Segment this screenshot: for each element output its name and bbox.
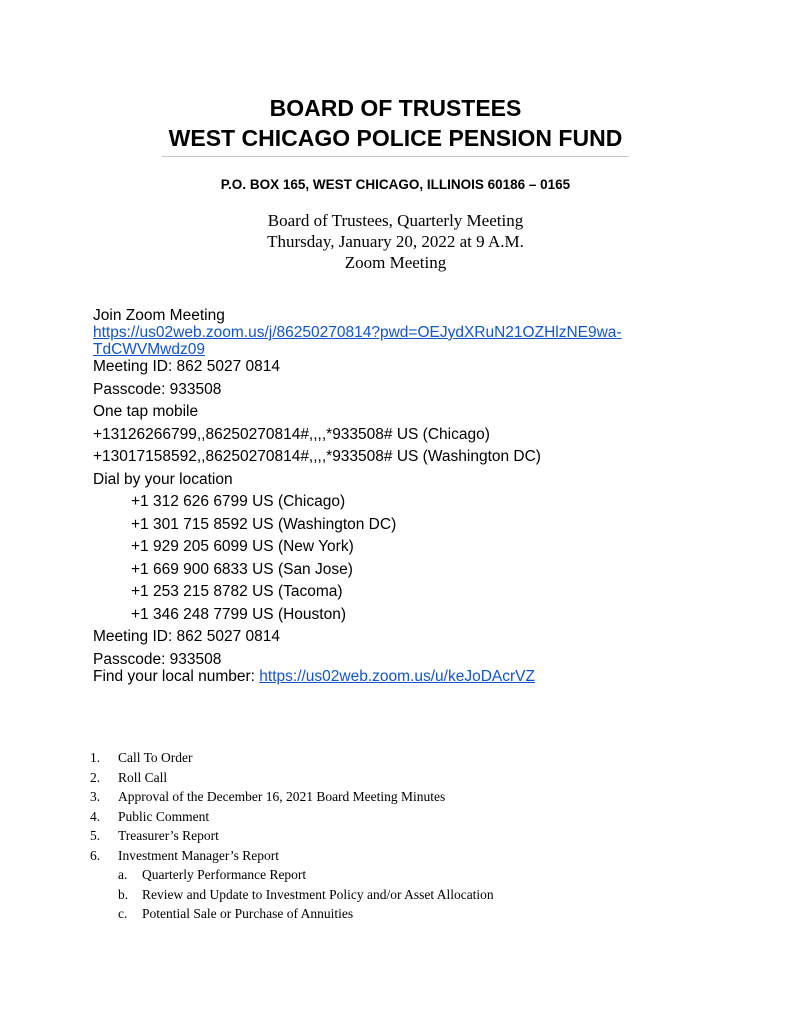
dial-houston: +1 346 248 7799 US (Houston) — [131, 605, 346, 623]
join-link[interactable] — [93, 324, 713, 358]
join-link-line1[interactable]: https://us02web.zoom.us/j/86250270814?pwd=OEJydXRuN21OZHlzNE9wa- — [93, 324, 622, 341]
agenda-item — [90, 787, 690, 807]
agenda-subitem — [90, 885, 690, 905]
zoom-details — [93, 307, 713, 685]
dial-san-jose: +1 669 900 6833 US (San Jose) — [131, 560, 353, 578]
agenda-number: 2. — [90, 769, 101, 785]
dial-chicago: +1 312 626 6799 US (Chicago) — [131, 493, 346, 510]
agenda-item — [90, 846, 690, 866]
join-link-line2[interactable]: TdCWVMwdz09 — [93, 341, 205, 358]
agenda-subtext: Review and Update to Investment Policy and/or Asset Allocation — [142, 886, 494, 902]
meeting-format: Zoom Meeting — [344, 253, 447, 272]
agenda-letter: b. — [118, 886, 129, 902]
passcode: Passcode: 933508 — [93, 380, 222, 398]
agenda-letter: c. — [118, 906, 128, 921]
agenda-text: Public Comment — [118, 808, 210, 824]
agenda-text: Approval of the December 16, 2021 Board Meeting Minutes — [118, 789, 446, 804]
agenda-subtext: Potential Sale or Purchase of Annuities — [142, 906, 354, 921]
address-line: P.O. BOX 165, WEST CHICAGO, ILLINOIS 60186 – 0165 — [220, 177, 571, 192]
join-label: Join Zoom Meeting — [93, 307, 225, 324]
one-tap-washington: +13017158592,,86250270814#,,,,*933508# US (Washington DC) — [93, 448, 541, 465]
agenda-letter: a. — [118, 867, 128, 882]
passcode-repeat: Passcode: 933508 — [93, 650, 222, 668]
agenda-number: 6. — [90, 847, 101, 863]
meeting-date: Thursday, January 20, 2022 at 9 A.M. — [267, 232, 524, 251]
one-tap-label: One tap mobile — [93, 403, 199, 420]
dial-label: Dial by your location — [93, 470, 233, 488]
agenda-number: 3. — [90, 789, 101, 804]
agenda-number: 4. — [90, 808, 101, 824]
meeting-id: Meeting ID: 862 5027 0814 — [93, 358, 280, 375]
agenda-item — [90, 748, 690, 768]
dial-tacoma: +1 253 215 8782 US (Tacoma) — [131, 583, 343, 600]
agenda-number: 1. — [90, 750, 101, 765]
agenda-subitem — [90, 904, 690, 924]
dial-new-york: +1 929 205 6099 US (New York) — [131, 538, 354, 555]
agenda-text: Roll Call — [118, 769, 168, 785]
meeting-id-repeat: Meeting ID: 862 5027 0814 — [93, 628, 280, 645]
agenda-number: 5. — [90, 828, 101, 843]
fund-title: WEST CHICAGO POLICE PENSION FUND — [168, 125, 623, 151]
agenda-subtext: Quarterly Performance Report — [142, 867, 307, 882]
agenda-subitem — [90, 865, 690, 885]
meeting-type: Board of Trustees, Quarterly Meeting — [267, 211, 524, 230]
find-local-line — [93, 668, 713, 685]
dial-washington: +1 301 715 8592 US (Washington DC) — [131, 515, 397, 533]
find-local-link[interactable]: https://us02web.zoom.us/u/keJoDAcrVZ — [259, 667, 535, 685]
agenda-list — [90, 748, 690, 924]
agenda-text: Investment Manager’s Report — [118, 847, 279, 863]
board-title: BOARD OF TRUSTEES — [269, 95, 522, 121]
agenda-text: Call To Order — [118, 750, 193, 765]
find-local-label: Find your local number: — [93, 667, 260, 685]
header-divider — [162, 156, 629, 157]
agenda-text: Treasurer’s Report — [118, 828, 219, 843]
agenda-item — [90, 807, 690, 827]
agenda-item — [90, 768, 690, 788]
agenda-item — [90, 826, 690, 846]
one-tap-chicago: +13126266799,,86250270814#,,,,*933508# US (Chicago) — [93, 425, 490, 443]
